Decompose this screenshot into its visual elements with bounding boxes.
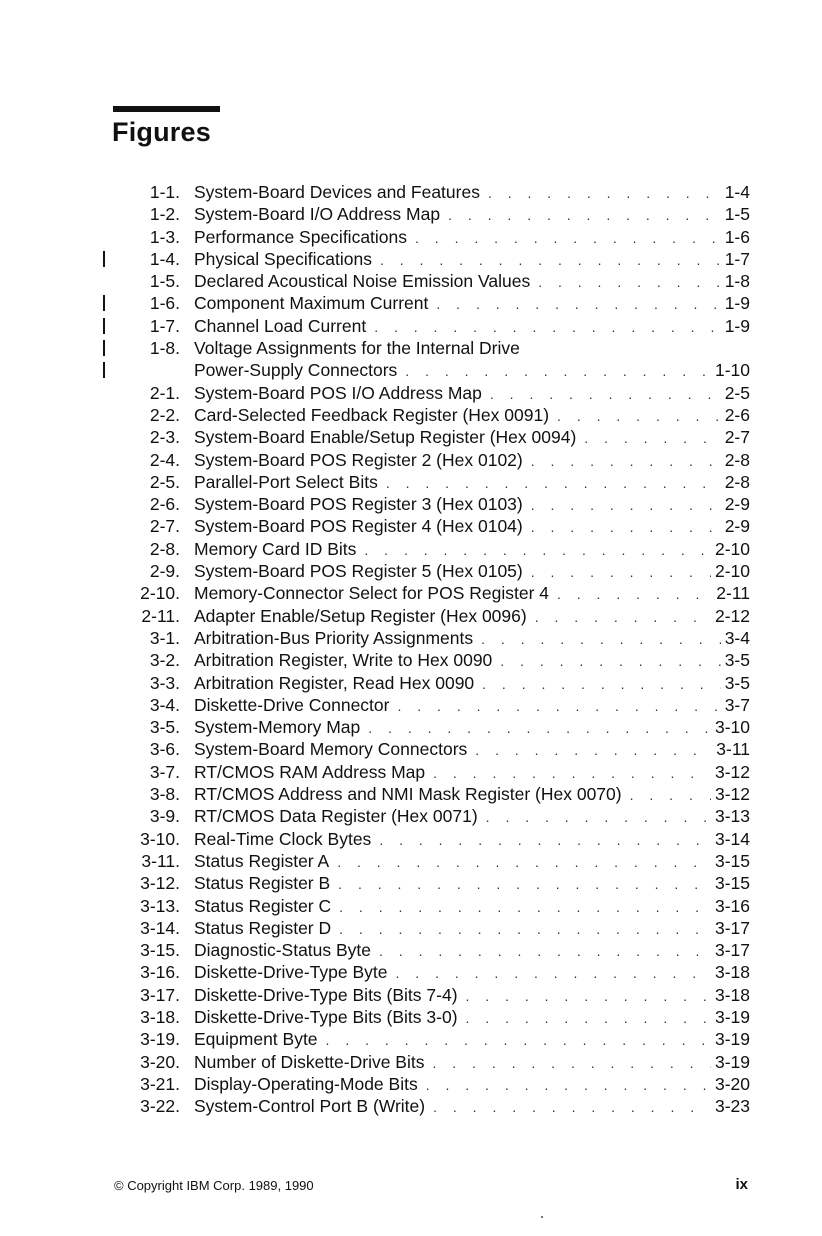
- figure-title: Number of Diskette-Drive Bits: [194, 1051, 425, 1072]
- figure-entry[interactable]: [0, 828, 822, 850]
- figure-number: 3-1.: [149, 627, 180, 648]
- figure-title-line: [194, 694, 750, 717]
- figure-title-line: [194, 783, 750, 806]
- revision-change-bar: [103, 362, 105, 378]
- figure-number: 3-6.: [149, 739, 180, 760]
- figure-entry[interactable]: [0, 939, 822, 961]
- figure-page: 2-12: [714, 605, 750, 626]
- figure-number: 1-6.: [149, 293, 180, 314]
- figure-page: 3-16: [714, 895, 750, 916]
- footer-copyright: © Copyright IBM Corp. 1989, 1990: [114, 1178, 314, 1193]
- dot-leader: [432, 1052, 710, 1074]
- figure-title-line: [194, 917, 750, 940]
- figure-entry[interactable]: [0, 560, 822, 582]
- page-title: Figures: [112, 117, 211, 147]
- dot-leader: [490, 383, 721, 405]
- figure-number: 2-10.: [140, 583, 180, 604]
- dot-leader: [630, 784, 711, 806]
- figure-title: System-Board POS Register 3 (Hex 0103): [194, 494, 523, 515]
- figure-title-line: [194, 404, 750, 427]
- figure-title-line: [194, 1028, 750, 1051]
- dot-leader: [426, 1074, 711, 1096]
- figure-title-line: [194, 805, 750, 828]
- figure-page: 2-6: [724, 404, 750, 425]
- figure-title: Card-Selected Feedback Register (Hex 0091): [194, 404, 550, 425]
- figure-title: System-Board POS Register 5 (Hex 0105): [194, 561, 523, 582]
- figure-number: 1-3.: [149, 226, 180, 247]
- figure-page: 1-5: [724, 204, 750, 225]
- figure-title: RT/CMOS RAM Address Map: [194, 761, 426, 782]
- figure-title-line: [194, 359, 750, 382]
- figure-title-line: [194, 426, 750, 449]
- figure-entry[interactable]: [0, 761, 822, 783]
- dot-leader: [475, 739, 712, 761]
- figure-number: 3-18.: [140, 1006, 180, 1027]
- figure-number: 2-9.: [149, 561, 180, 582]
- figure-title-line: [194, 939, 750, 962]
- dot-leader: [368, 717, 711, 739]
- figure-title: Parallel-Port Select Bits: [194, 471, 378, 492]
- figure-title-line: [194, 248, 750, 271]
- figure-page: 3-12: [714, 761, 750, 782]
- figure-number: 3-4.: [149, 694, 180, 715]
- figures-list: [0, 181, 822, 1117]
- figure-title-line: [194, 850, 750, 873]
- dot-leader: [557, 583, 712, 605]
- figure-page: 3-4: [724, 627, 750, 648]
- figure-page: 3-14: [714, 828, 750, 849]
- figure-page: 3-15: [714, 873, 750, 894]
- figure-title: Component Maximum Current: [194, 293, 429, 314]
- figure-entry[interactable]: [0, 716, 822, 738]
- figure-title: Diskette-Drive-Type Bits (Bits 7-4): [194, 984, 458, 1005]
- dot-leader: [380, 249, 721, 271]
- dot-leader: [379, 829, 711, 851]
- figure-entry[interactable]: [0, 337, 822, 359]
- figure-entry[interactable]: [0, 270, 822, 292]
- figure-page: 2-9: [724, 516, 750, 537]
- figure-title-line: [194, 382, 750, 405]
- figure-entry[interactable]: [0, 493, 822, 515]
- figure-entry[interactable]: [0, 805, 822, 827]
- figure-title-line: [194, 984, 750, 1007]
- dot-leader: [531, 450, 721, 472]
- dot-leader: [379, 940, 711, 962]
- figure-page: 1-8: [724, 271, 750, 292]
- figure-title: Arbitration Register, Read Hex 0090: [194, 672, 475, 693]
- figure-number: 2-8.: [149, 538, 180, 559]
- figure-title-line: [194, 270, 750, 293]
- figure-number: 3-20.: [140, 1051, 180, 1072]
- figure-number: 3-10.: [140, 828, 180, 849]
- figure-page: 1-6: [724, 226, 750, 247]
- dot-leader: [584, 427, 720, 449]
- figure-entry[interactable]: [0, 783, 822, 805]
- figure-title-line: [194, 471, 750, 494]
- figure-page: 1-10: [714, 360, 750, 381]
- figure-page: 2-8: [724, 471, 750, 492]
- figure-page: 3-13: [714, 806, 750, 827]
- figure-entry[interactable]: [0, 515, 822, 537]
- figure-title-line: [194, 1051, 750, 1074]
- figure-page: 3-18: [714, 984, 750, 1005]
- figure-number: 3-17.: [140, 984, 180, 1005]
- figure-title-line: [194, 872, 750, 895]
- figure-number: 3-16.: [140, 962, 180, 983]
- figure-title: Status Register B: [194, 873, 331, 894]
- dot-leader: [405, 360, 711, 382]
- figure-title-line: [194, 605, 750, 628]
- figure-number: 3-8.: [149, 784, 180, 805]
- figure-number: 1-5.: [149, 271, 180, 292]
- figure-number: 3-13.: [140, 895, 180, 916]
- figure-title: System-Board Memory Connectors: [194, 739, 468, 760]
- figure-number: 2-11.: [141, 605, 180, 626]
- figure-title-line: [194, 315, 750, 338]
- figure-entry[interactable]: [0, 226, 822, 248]
- dot-leader: [326, 1029, 711, 1051]
- dot-leader: [433, 1096, 711, 1118]
- figure-page: 3-7: [724, 694, 750, 715]
- figure-page: 3-5: [724, 650, 750, 671]
- figure-number: 3-22.: [140, 1096, 180, 1117]
- figure-page: 3-23: [714, 1096, 750, 1117]
- figure-entry[interactable]: [0, 1006, 822, 1028]
- dot-leader: [415, 227, 721, 249]
- figure-page: 1-4: [724, 182, 750, 202]
- figure-title: System-Board POS Register 4 (Hex 0104): [194, 516, 523, 537]
- dot-leader: [337, 851, 711, 873]
- figure-entry[interactable]: [0, 895, 822, 917]
- figure-title: RT/CMOS Data Register (Hex 0071): [194, 806, 478, 827]
- figure-title-line: [194, 1095, 750, 1118]
- title-rule: [113, 106, 220, 112]
- dot-leader: [433, 762, 711, 784]
- figure-page: 3-17: [714, 917, 750, 938]
- figure-number: 1-2.: [149, 204, 180, 225]
- figure-entry[interactable]: [0, 1028, 822, 1050]
- dot-leader: [482, 673, 721, 695]
- figure-title: Physical Specifications: [194, 248, 372, 269]
- figure-number: 3-15.: [140, 940, 180, 961]
- figure-number: 1-1.: [149, 182, 180, 202]
- figure-entry[interactable]: [0, 605, 822, 627]
- dot-leader: [338, 873, 711, 895]
- dot-leader: [531, 516, 721, 538]
- figure-title: System-Control Port B (Write): [194, 1096, 426, 1117]
- figure-title: System-Board POS I/O Address Map: [194, 382, 482, 403]
- revision-change-bar: [103, 251, 105, 267]
- figure-title: Status Register C: [194, 895, 332, 916]
- figure-entry[interactable]: [0, 738, 822, 760]
- revision-change-bar: [103, 295, 105, 311]
- figure-title: Power-Supply Connectors: [194, 360, 398, 381]
- dot-leader: [531, 494, 721, 516]
- dot-leader: [481, 628, 721, 650]
- figure-entry[interactable]: [0, 961, 822, 983]
- figure-page: 3-19: [714, 1006, 750, 1027]
- figure-title: System-Board I/O Address Map: [194, 204, 441, 225]
- figure-title-line: [194, 649, 750, 672]
- figure-entry[interactable]: [0, 649, 822, 671]
- figure-title: Diskette-Drive Connector: [194, 694, 390, 715]
- figure-page: 1-9: [724, 315, 750, 336]
- figure-entry[interactable]: [0, 627, 822, 649]
- figure-number: 3-2.: [149, 650, 180, 671]
- figure-title-line: [194, 627, 750, 650]
- figure-number: 2-5.: [149, 471, 180, 492]
- figure-number: 2-4.: [149, 449, 180, 470]
- figure-number: 3-3.: [149, 672, 180, 693]
- figure-title: Channel Load Current: [194, 315, 367, 336]
- footer-page-number: ix: [735, 1176, 748, 1193]
- figure-page: 2-7: [724, 427, 750, 448]
- figure-page: 2-10: [714, 538, 750, 559]
- figure-title: Equipment Byte: [194, 1029, 318, 1050]
- figure-title-line: [194, 493, 750, 516]
- figure-page: 3-15: [714, 850, 750, 871]
- figure-title-line: [194, 538, 750, 561]
- figure-title: System-Board Devices and Features: [194, 182, 480, 202]
- figure-page: 3-19: [714, 1051, 750, 1072]
- figure-title-line: [194, 1006, 750, 1029]
- figure-entry[interactable]: [0, 359, 822, 381]
- figure-entry[interactable]: [0, 471, 822, 493]
- figure-number: 2-1.: [149, 382, 180, 403]
- figure-number: 1-7.: [149, 315, 180, 336]
- figure-number: 3-9.: [149, 806, 180, 827]
- dot-leader: [397, 695, 720, 717]
- dot-leader: [374, 316, 721, 338]
- dot-leader: [448, 204, 721, 226]
- figure-title-line: [194, 828, 750, 851]
- revision-change-bar: [103, 318, 105, 334]
- figure-entry[interactable]: [0, 850, 822, 872]
- figure-title-line: [194, 515, 750, 538]
- figure-title: RT/CMOS Address and NMI Mask Register (Hex 0070): [194, 784, 622, 805]
- figure-title-line: [194, 560, 750, 583]
- figure-title-line: [194, 337, 750, 359]
- figure-page: 1-9: [724, 293, 750, 314]
- figure-number: 3-19.: [140, 1029, 180, 1050]
- figure-entry[interactable]: [0, 426, 822, 448]
- figure-number: 3-5.: [149, 717, 180, 738]
- figure-number: 2-6.: [149, 494, 180, 515]
- figure-number: 1-8.: [149, 338, 180, 359]
- figure-entry[interactable]: [0, 672, 822, 694]
- figure-entry[interactable]: [0, 449, 822, 471]
- figure-entry[interactable]: [0, 248, 822, 270]
- figure-entry[interactable]: [0, 917, 822, 939]
- figure-title: Status Register D: [194, 917, 332, 938]
- figure-title: Diskette-Drive-Type Bits (Bits 3-0): [194, 1006, 458, 1027]
- dot-leader: [339, 896, 711, 918]
- figure-entry[interactable]: [0, 984, 822, 1006]
- figure-page: 2-8: [724, 449, 750, 470]
- figure-entry[interactable]: [0, 315, 822, 337]
- figure-number: 3-11.: [141, 850, 180, 871]
- figure-title: Performance Specifications: [194, 226, 408, 247]
- figure-page: 3-20: [714, 1073, 750, 1094]
- figure-page: 1-7: [724, 248, 750, 269]
- figure-number: 2-2.: [149, 404, 180, 425]
- figure-title-line: [194, 582, 750, 605]
- figure-entry[interactable]: [0, 694, 822, 716]
- figure-title: Arbitration Register, Write to Hex 0090: [194, 650, 493, 671]
- figure-number: 2-3.: [149, 427, 180, 448]
- dot-leader: [386, 472, 721, 494]
- figure-title-line: [194, 226, 750, 249]
- figure-entry[interactable]: [0, 382, 822, 404]
- figure-page: 2-11: [716, 583, 750, 604]
- dot-leader: [396, 962, 711, 984]
- figure-entry[interactable]: [0, 872, 822, 894]
- figure-title: Voltage Assignments for the Internal Drive: [194, 338, 520, 359]
- revision-change-bar: [103, 340, 105, 356]
- dot-leader: [486, 806, 711, 828]
- figure-page: 3-10: [714, 717, 750, 738]
- figure-title-line: [194, 895, 750, 918]
- figure-title: Adapter Enable/Setup Register (Hex 0096): [194, 605, 527, 626]
- figure-title: Declared Acoustical Noise Emission Values: [194, 271, 531, 292]
- figure-title-line: [194, 961, 750, 984]
- figure-title: System-Board Enable/Setup Register (Hex 0094): [194, 427, 577, 448]
- figure-title-line: [194, 672, 750, 695]
- figure-entry[interactable]: [0, 538, 822, 560]
- figure-title: Arbitration-Bus Priority Assignments: [194, 627, 474, 648]
- figure-title-line: [194, 203, 750, 226]
- dot-leader: [531, 561, 711, 583]
- figure-title: Real-Time Clock Bytes: [194, 828, 372, 849]
- figure-entry[interactable]: [0, 203, 822, 225]
- figure-page: 3-5: [724, 672, 750, 693]
- figure-number: 3-21.: [140, 1073, 180, 1094]
- figure-page: 3-19: [714, 1029, 750, 1050]
- figure-title: System-Memory Map: [194, 717, 361, 738]
- figure-title: Diskette-Drive-Type Byte: [194, 962, 388, 983]
- figure-number: 3-12.: [140, 873, 180, 894]
- figure-entry[interactable]: [0, 404, 822, 426]
- figure-title: Memory-Connector Select for POS Register 4: [194, 583, 549, 604]
- figure-title-line: [194, 716, 750, 739]
- dot-leader: [535, 606, 711, 628]
- figure-page: 3-11: [716, 739, 750, 760]
- figure-number: 3-14.: [140, 917, 180, 938]
- scan-speck: [541, 1216, 543, 1218]
- figure-entry[interactable]: [0, 181, 822, 203]
- figure-title: System-Board POS Register 2 (Hex 0102): [194, 449, 523, 470]
- dot-leader: [364, 539, 711, 561]
- figure-page: 3-18: [714, 962, 750, 983]
- figure-title-line: [194, 449, 750, 472]
- figure-page: 3-17: [714, 940, 750, 961]
- figure-number: 1-4.: [149, 248, 180, 269]
- figure-title: Memory Card ID Bits: [194, 538, 357, 559]
- figure-title-line: [194, 761, 750, 784]
- figure-title: Display-Operating-Mode Bits: [194, 1073, 418, 1094]
- figure-number: 3-7.: [149, 761, 180, 782]
- figure-number: 2-7.: [149, 516, 180, 537]
- figure-page: 3-12: [714, 784, 750, 805]
- dot-leader: [466, 985, 711, 1007]
- dot-leader: [436, 293, 720, 315]
- figure-title: Status Register A: [194, 850, 330, 871]
- dot-leader: [500, 650, 720, 672]
- figure-entry[interactable]: [0, 1095, 822, 1117]
- figure-entry[interactable]: [0, 582, 822, 604]
- figure-page: 2-5: [724, 382, 750, 403]
- figure-title-line: [194, 181, 750, 204]
- figure-title: Diagnostic-Status Byte: [194, 940, 372, 961]
- dot-leader: [466, 1007, 711, 1029]
- figure-title-line: [194, 292, 750, 315]
- figure-entry[interactable]: [0, 1051, 822, 1073]
- figure-entry[interactable]: [0, 292, 822, 314]
- figure-page: 2-9: [724, 494, 750, 515]
- dot-leader: [339, 918, 711, 940]
- dot-leader: [557, 405, 721, 427]
- figure-entry[interactable]: [0, 1073, 822, 1095]
- dot-leader: [538, 271, 720, 293]
- figure-title-line: [194, 738, 750, 761]
- figure-page: 2-10: [714, 561, 750, 582]
- figure-title-line: [194, 1073, 750, 1096]
- dot-leader: [488, 182, 721, 204]
